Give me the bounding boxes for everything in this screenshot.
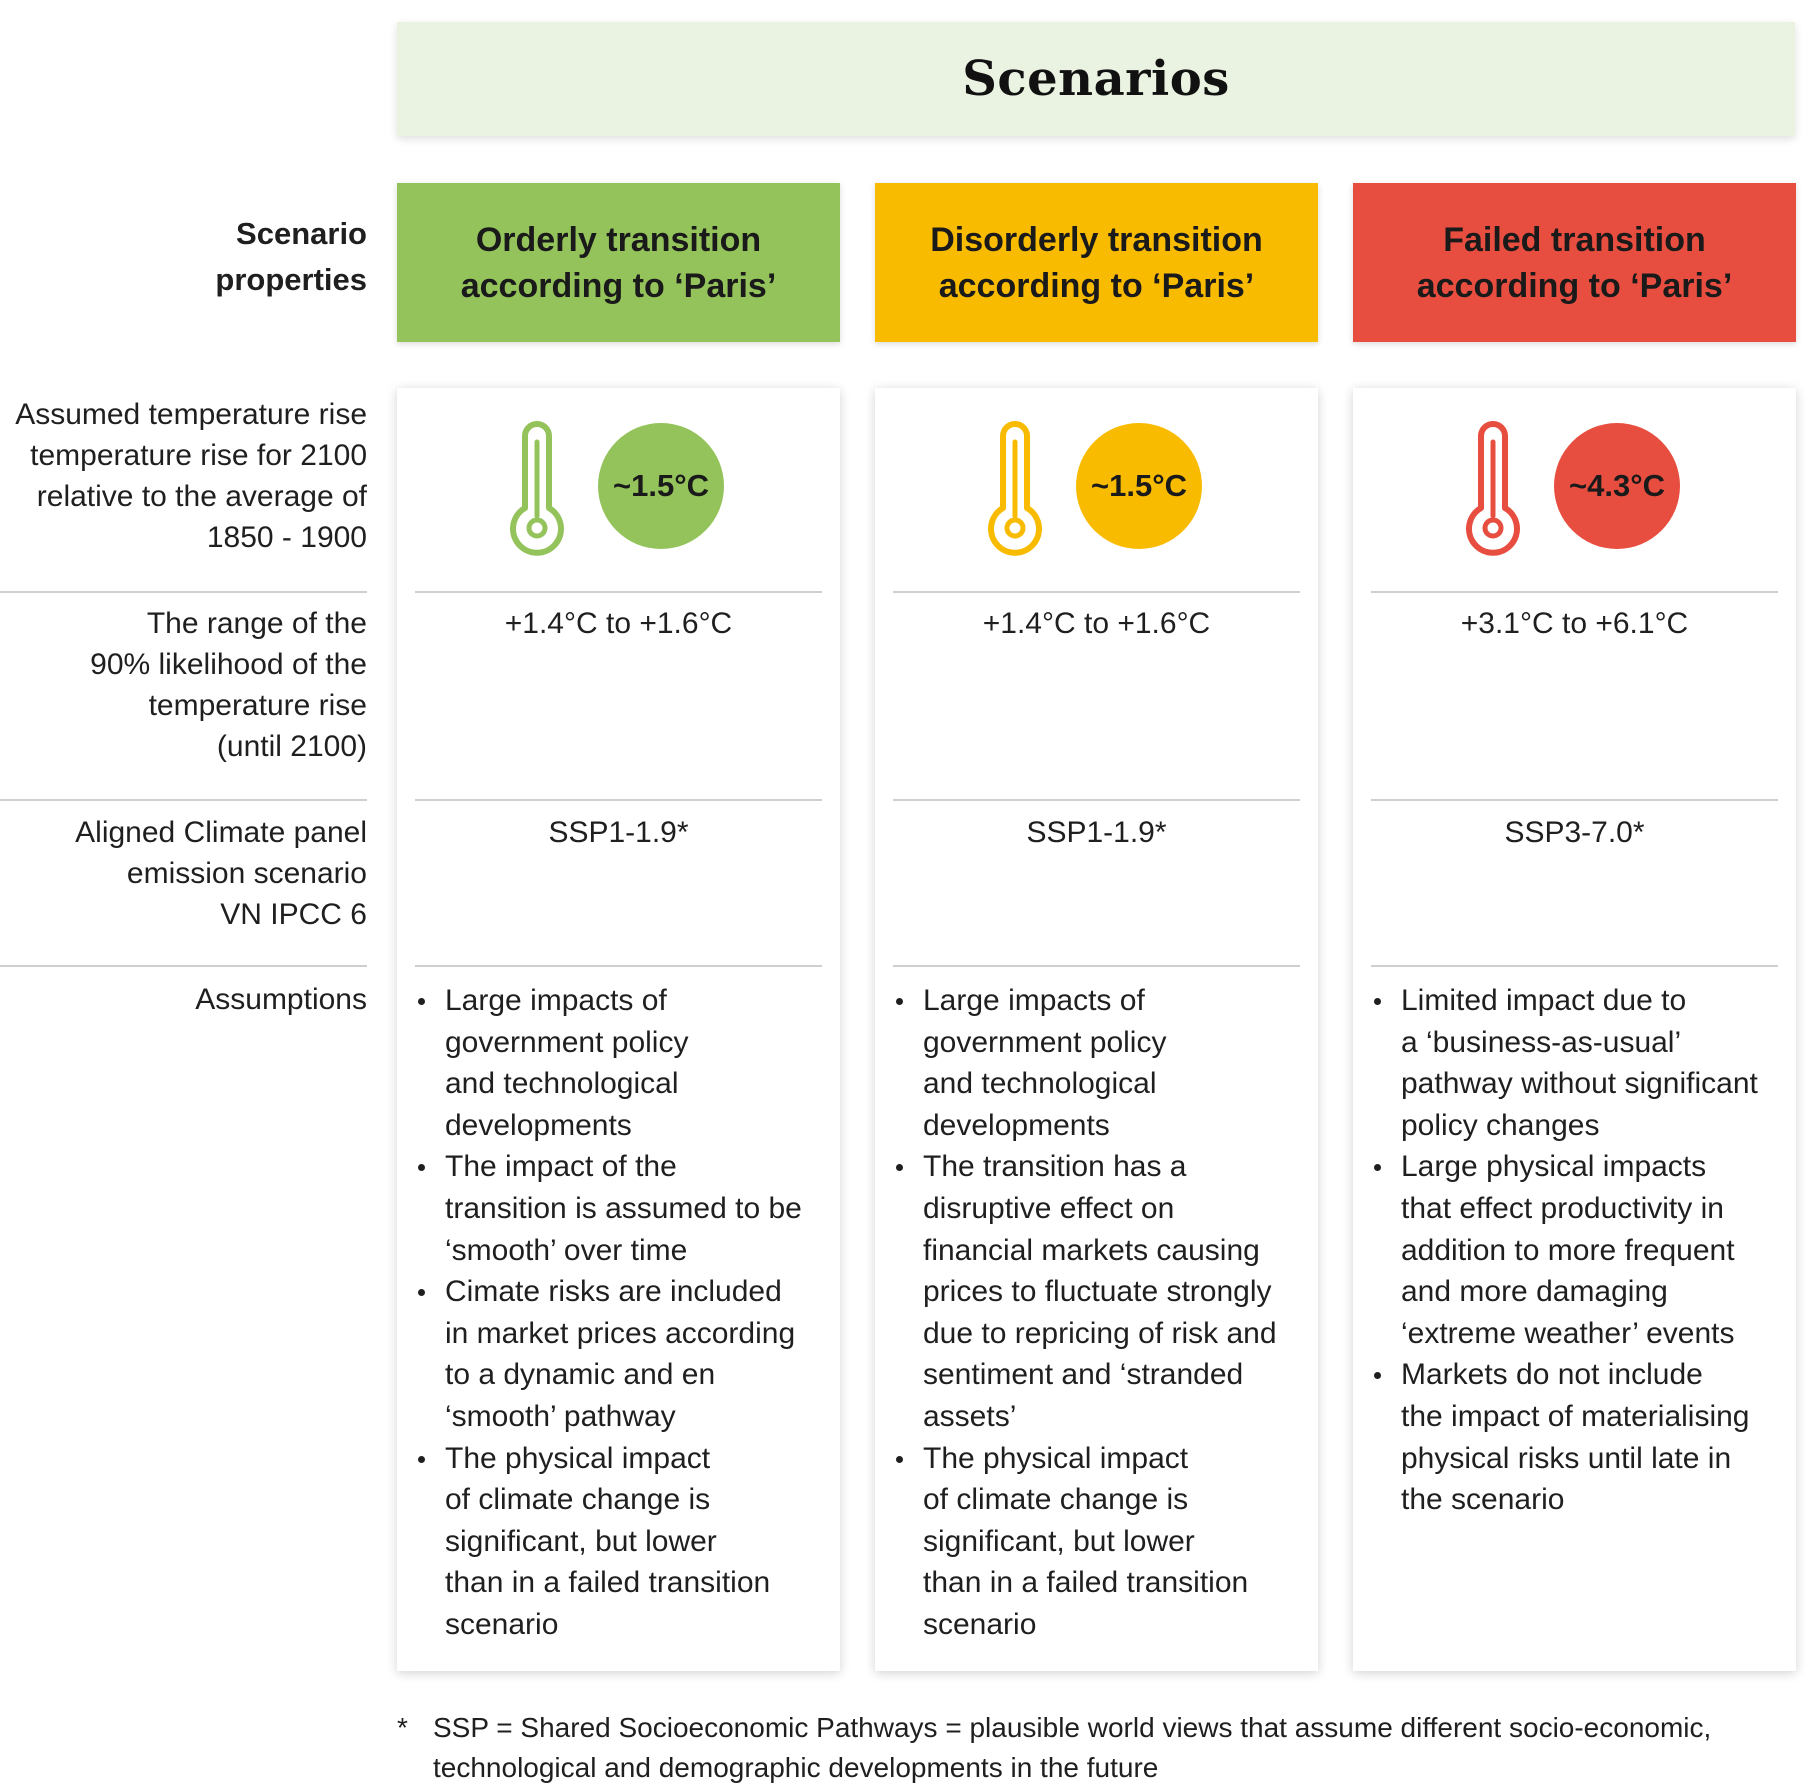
- assumptions-list: [1371, 980, 1781, 1521]
- card-divider: [415, 591, 822, 593]
- temperature-badge: ~1.5°C: [1076, 423, 1202, 549]
- card-divider: [1371, 799, 1778, 801]
- assumption-item: Limited impact due to a ‘business-as-usual’ pathway without significant policy changes: [1371, 980, 1781, 1146]
- assumption-item: The transition has a disruptive effect on financial markets causing prices to fluctuate strongly due to repricing of risk and sentiment and ‘stranded assets’: [893, 1146, 1303, 1437]
- footnote-marker: *: [397, 1712, 408, 1743]
- label-likelihood-range: The range of the 90% likelihood of the temperature rise (until 2100): [90, 607, 367, 763]
- temperature-range-value: +1.4°C to +1.6°C: [504, 607, 733, 640]
- card-divider: [1371, 965, 1778, 967]
- card-divider: [415, 799, 822, 801]
- scenarios-banner: [397, 22, 1795, 136]
- temperature-range-value: +3.1°C to +6.1°C: [1460, 607, 1689, 640]
- thermometer-icon: [505, 420, 569, 556]
- ipcc-scenario-value: SSP3-7.0*: [1504, 816, 1645, 849]
- footnote-text: SSP = Shared Socioeconomic Pathways = plausible world views that assume different socio-economic, technological and demographic developments in the future: [433, 1712, 1712, 1783]
- card-divider: [893, 799, 1300, 801]
- assumption-item: The physical impact of climate change is significant, but lower than in a failed transition scenario: [893, 1438, 1303, 1646]
- ipcc-scenario-value: SSP1-1.9*: [548, 816, 689, 849]
- header-orderly-transition: [397, 183, 840, 342]
- assumption-item: Large physical impacts that effect productivity in addition to more frequent and more damaging ‘extreme weather’ events: [1371, 1146, 1781, 1354]
- assumption-item: Cimate risks are included in market prices according to a dynamic and en ‘smooth’ pathway: [415, 1271, 825, 1437]
- temperature-badge: ~4.3°C: [1554, 423, 1680, 549]
- header-failed-transition: [1353, 183, 1796, 342]
- thermometer-icon: [983, 420, 1047, 556]
- assumption-item: Markets do not include the impact of materialising physical risks until late in the scenario: [1371, 1354, 1781, 1520]
- card-divider: [1371, 591, 1778, 593]
- temperature-indicator: [397, 420, 840, 556]
- card-divider: [893, 965, 1300, 967]
- ipcc-scenario-value: SSP1-1.9*: [1026, 816, 1167, 849]
- header-title: Disorderly transition according to ‘Paris’: [930, 220, 1263, 305]
- label-ipcc-scenario: Aligned Climate panel emission scenario VN IPCC 6: [75, 816, 367, 931]
- temperature-indicator: [875, 420, 1318, 556]
- page-title: Scenarios: [962, 51, 1230, 107]
- header-disorderly-transition: [875, 183, 1318, 342]
- row-divider: [0, 799, 367, 801]
- temperature-range-value: +1.4°C to +1.6°C: [982, 607, 1211, 640]
- label-scenario-properties: Scenario properties: [215, 216, 367, 297]
- temperature-indicator: [1353, 420, 1796, 556]
- card-divider: [415, 965, 822, 967]
- header-title: Failed transition according to ‘Paris’: [1416, 220, 1733, 305]
- assumptions-list: [893, 980, 1303, 1646]
- card-divider: [893, 591, 1300, 593]
- card-orderly-transition: [397, 388, 840, 1671]
- assumptions-list: [415, 980, 825, 1646]
- header-title: Orderly transition according to ‘Paris’: [460, 220, 777, 305]
- label-assumptions: Assumptions: [195, 983, 367, 1016]
- thermometer-icon: [1461, 420, 1525, 556]
- card-failed-transition: [1353, 388, 1796, 1671]
- row-divider: [0, 591, 367, 593]
- label-temperature-rise: Assumed temperature rise temperature rise for 2100 relative to the average of 1850 - 1900: [15, 398, 367, 554]
- assumption-item: Large impacts of government policy and technological developments: [415, 980, 825, 1146]
- card-disorderly-transition: [875, 388, 1318, 1671]
- assumption-item: Large impacts of government policy and technological developments: [893, 980, 1303, 1146]
- row-divider: [0, 965, 367, 967]
- assumption-item: The impact of the transition is assumed to be ‘smooth’ over time: [415, 1146, 825, 1271]
- assumption-item: The physical impact of climate change is significant, but lower than in a failed transition scenario: [415, 1438, 825, 1646]
- temperature-badge: ~1.5°C: [598, 423, 724, 549]
